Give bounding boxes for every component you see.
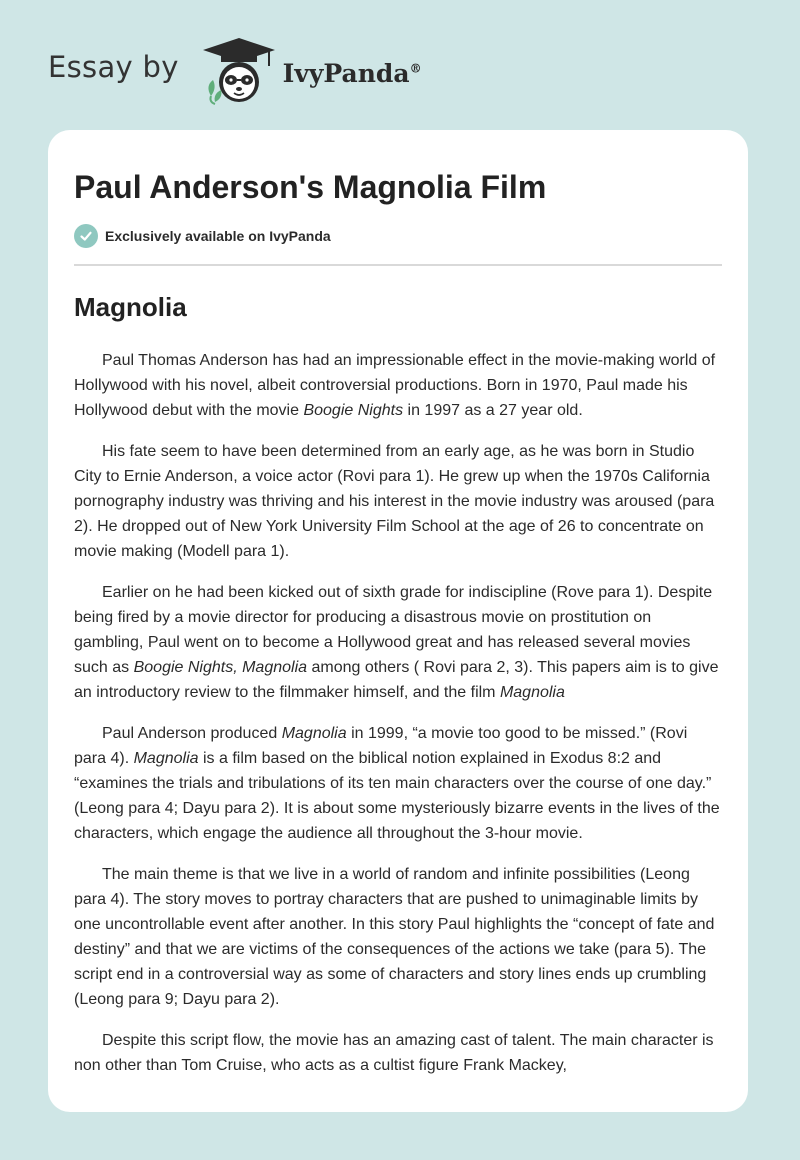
text-run: in 1999, “a movie too good to be missed.” (Rovi para 4).: [74, 724, 688, 767]
exclusive-label: Exclusively available on IvyPanda: [105, 228, 331, 245]
body-paragraph: [74, 1028, 722, 1078]
brand-name[interactable]: [283, 59, 422, 88]
text-run: Paul Thomas Anderson has had an impressionable effect in the movie-making world of Hollywood with his novel, albeit controversial productions. Born in 1970, Paul made his Hollywood debut with the movie: [74, 351, 716, 419]
text-run: Despite this script flow, the movie has an amazing cast of talent. The main character is non other than Tom Cruise, who acts as a cultist figure Frank Mackey,: [74, 1031, 714, 1074]
exclusive-badge: [74, 224, 722, 248]
page-title: Paul Anderson's Magnolia Film: [74, 169, 547, 205]
check-circle-icon: [74, 224, 98, 248]
text-run: among others ( Rovi para 2, 3). This papers aim is to give an introductory review to the filmmaker himself, and the film: [74, 658, 719, 701]
registered-mark: ®: [409, 61, 422, 76]
text-run: in 1997 as a 27 year old.: [403, 401, 583, 419]
text-run: Paul Anderson produced: [102, 724, 282, 742]
italic-title: Magnolia: [499, 683, 565, 701]
panda-graduate-logo-icon[interactable]: [197, 36, 281, 106]
italic-title: Magnolia: [281, 724, 347, 742]
essay-body: [74, 348, 722, 1078]
site-header: [48, 36, 422, 106]
brand-label: IvyPanda: [282, 58, 410, 88]
italic-title: Boogie Nights: [303, 401, 404, 419]
section-heading: Magnolia: [74, 292, 187, 323]
italic-title: Boogie Nights, Magnolia: [133, 658, 308, 676]
text-run: is a film based on the biblical notion explained in Exodus 8:2 and “examines the trials and tribulations of its ten main characters over the course of one day.” (Leong para 4; Dayu para 2). It is about some mysteriously bizarre events in the lives of the characters, which engage the audience all throughout the 3-hour movie.: [74, 749, 720, 842]
essay-by-label: Essay by: [48, 50, 179, 84]
body-paragraph: [74, 348, 722, 423]
text-run: The main theme is that we live in a world of random and infinite possibilities (Leong para 4). The story moves to portray characters that are pushed to unimaginable limits by one uncontrollable event after another. In this story Paul highlights the “concept of fate and destiny” and that we are victims of the consequences of the actions we take (para 5). The script end in a controversial way as some of characters and story lines ends up crumbling (Leong para 9; Dayu para 2).: [74, 865, 715, 1008]
body-paragraph: [74, 439, 722, 564]
essay-card: [48, 130, 748, 1112]
text-run: Earlier on he had been kicked out of sixth grade for indiscipline (Rove para 1). Despite being fired by a movie director for producing a disastrous movie on prostitution on gambling, Paul went on to become a Hollywood great and has released several movies such as: [74, 583, 713, 676]
divider: [74, 264, 722, 266]
body-paragraph: [74, 580, 722, 705]
body-paragraph: [74, 721, 722, 846]
text-run: His fate seem to have been determined from an early age, as he was born in Studio City to Ernie Anderson, a voice actor (Rovi para 1). He grew up when the 1970s California pornography industry was thriving and his interest in the movie industry was aroused (para 2). He dropped out of New York University Film School at the age of 26 to concentrate on movie making (Modell para 1).: [74, 442, 715, 560]
body-paragraph: [74, 862, 722, 1012]
italic-title: Magnolia: [133, 749, 199, 767]
